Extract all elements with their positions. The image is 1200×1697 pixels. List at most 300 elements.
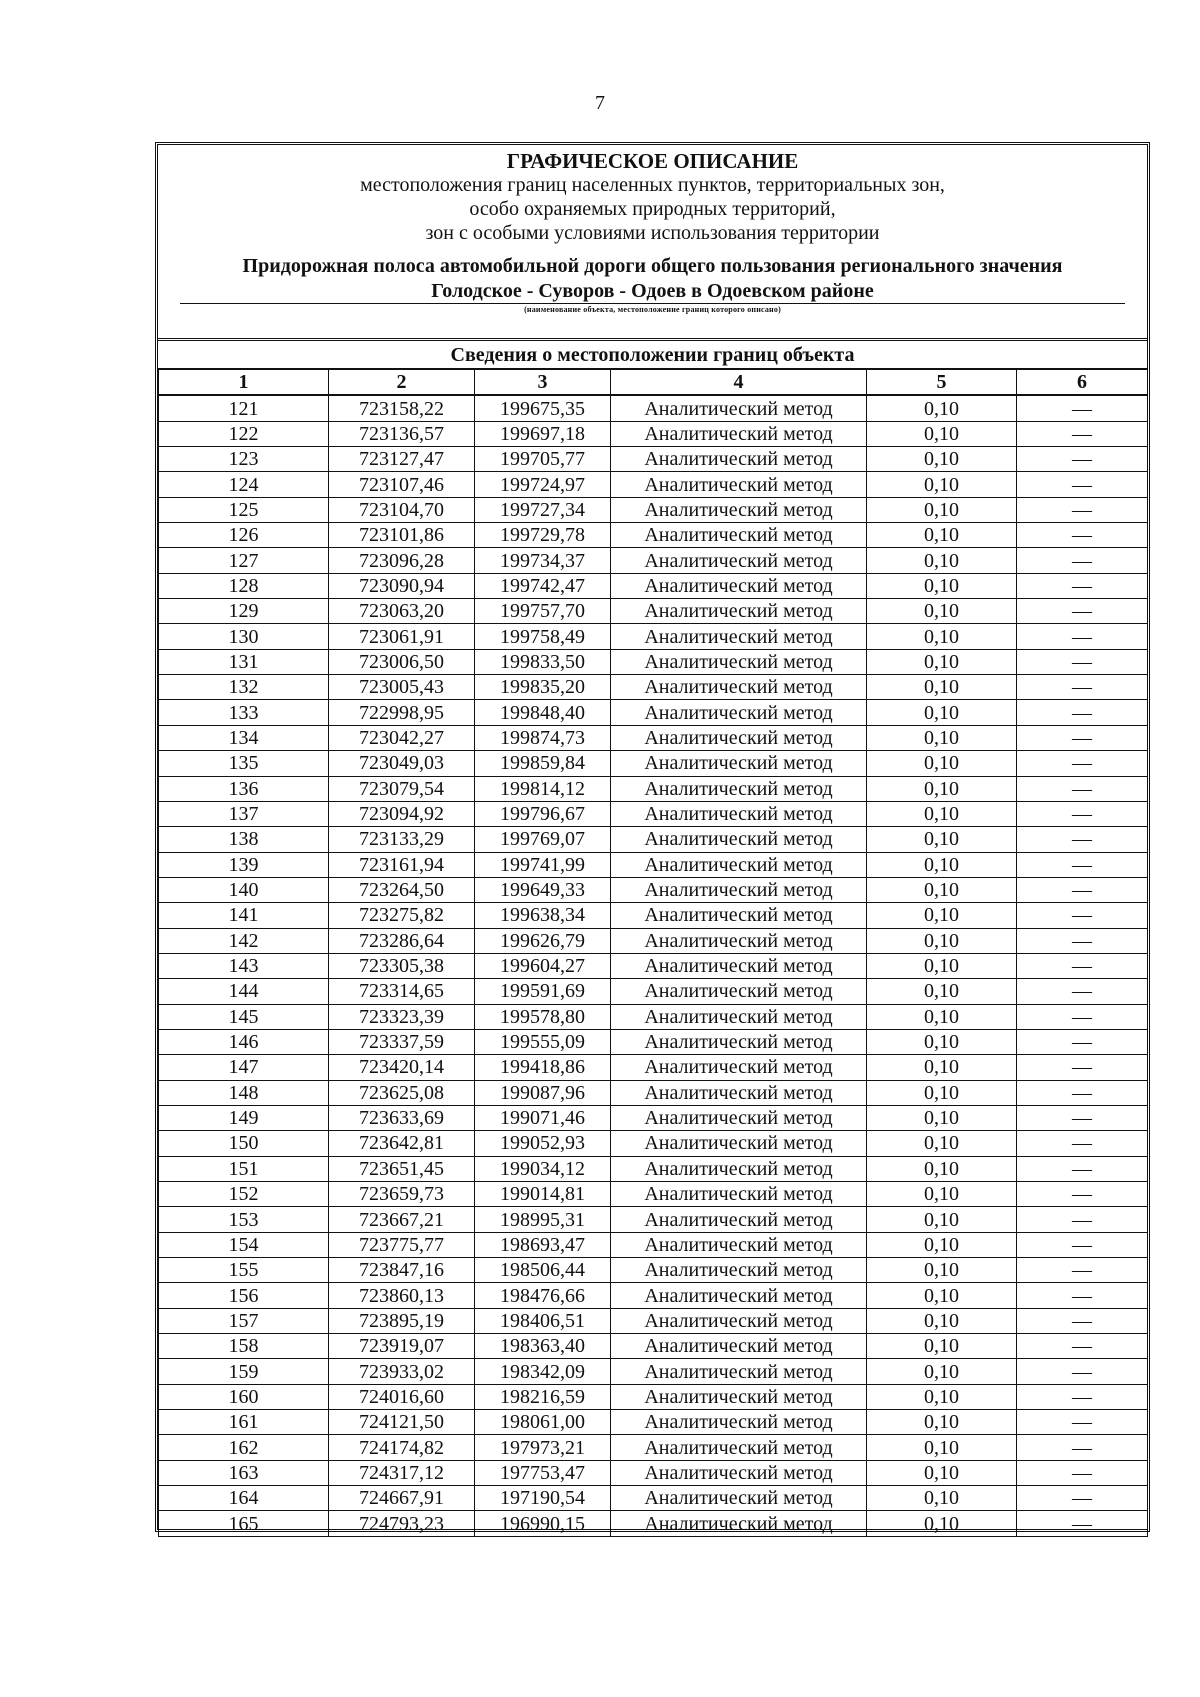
table-cell: 199675,35 (475, 395, 611, 421)
table-cell: 724016,60 (329, 1384, 475, 1409)
table-cell: Аналитический метод (611, 1308, 867, 1333)
table-cell: 723667,21 (329, 1207, 475, 1232)
table-row (159, 573, 1148, 598)
table-cell: — (1017, 776, 1148, 801)
table-row (159, 1156, 1148, 1181)
table-cell: 0,10 (867, 725, 1017, 750)
table-cell: 144 (159, 979, 329, 1004)
table-cell: 724317,12 (329, 1460, 475, 1485)
table-cell: 122 (159, 421, 329, 446)
table-cell: 199034,12 (475, 1156, 611, 1181)
table-row (159, 599, 1148, 624)
table-cell: 198476,66 (475, 1283, 611, 1308)
header-block (158, 145, 1147, 341)
column-header: 5 (867, 369, 1017, 395)
table-cell: — (1017, 1232, 1148, 1257)
table-row (159, 979, 1148, 1004)
table-cell: 140 (159, 877, 329, 902)
table-cell: — (1017, 1004, 1148, 1029)
table-cell: Аналитический метод (611, 903, 867, 928)
table-cell: 199555,09 (475, 1029, 611, 1054)
table-cell: Аналитический метод (611, 649, 867, 674)
table-cell: — (1017, 1258, 1148, 1283)
table-cell: — (1017, 928, 1148, 953)
table-cell: Аналитический метод (611, 1029, 867, 1054)
table-cell: 130 (159, 624, 329, 649)
table-cell: — (1017, 1308, 1148, 1333)
table-row (159, 1004, 1148, 1029)
table-cell: 723133,29 (329, 827, 475, 852)
table-cell: Аналитический метод (611, 725, 867, 750)
table-cell: 197753,47 (475, 1460, 611, 1485)
table-cell: Аналитический метод (611, 979, 867, 1004)
table-cell: Аналитический метод (611, 1359, 867, 1384)
table-cell: Аналитический метод (611, 548, 867, 573)
table-cell: 199848,40 (475, 700, 611, 725)
table-cell: Аналитический метод (611, 1283, 867, 1308)
table-row (159, 624, 1148, 649)
table-cell: 723337,59 (329, 1029, 475, 1054)
table-cell: 0,10 (867, 1334, 1017, 1359)
table-cell: 0,10 (867, 1105, 1017, 1130)
table-cell: Аналитический метод (611, 827, 867, 852)
table-cell: 199697,18 (475, 421, 611, 446)
table-cell: 199649,33 (475, 877, 611, 902)
table-cell: — (1017, 877, 1148, 902)
table-cell: 723096,28 (329, 548, 475, 573)
table-cell: 0,10 (867, 1435, 1017, 1460)
table-row (159, 497, 1148, 522)
table-cell: Аналитический метод (611, 700, 867, 725)
table-cell: — (1017, 447, 1148, 472)
document-title: ГРАФИЧЕСКОЕ ОПИСАНИЕ (506, 149, 799, 173)
table-cell: 126 (159, 523, 329, 548)
table-row (159, 827, 1148, 852)
table-cell: 0,10 (867, 700, 1017, 725)
table-row (159, 649, 1148, 674)
table-cell: 0,10 (867, 395, 1017, 421)
table-row (159, 1511, 1148, 1536)
table-cell: 198216,59 (475, 1384, 611, 1409)
table-cell: 134 (159, 725, 329, 750)
table-cell: 0,10 (867, 1486, 1017, 1511)
column-header: 6 (1017, 369, 1148, 395)
table-cell: — (1017, 1460, 1148, 1485)
table-cell: 0,10 (867, 548, 1017, 573)
table-cell: 0,10 (867, 599, 1017, 624)
table-cell: 723847,16 (329, 1258, 475, 1283)
table-cell: 723127,47 (329, 447, 475, 472)
table-cell: 0,10 (867, 1258, 1017, 1283)
table-cell: Аналитический метод (611, 395, 867, 421)
table-row (159, 447, 1148, 472)
table-cell: 723286,64 (329, 928, 475, 953)
table-row (159, 1435, 1148, 1460)
table-cell: 0,10 (867, 1359, 1017, 1384)
table-cell: 723659,73 (329, 1182, 475, 1207)
table-cell: Аналитический метод (611, 877, 867, 902)
table-cell: — (1017, 903, 1148, 928)
table-cell: 121 (159, 395, 329, 421)
table-cell: 199724,97 (475, 472, 611, 497)
table-cell: 0,10 (867, 573, 1017, 598)
table-cell: 199727,34 (475, 497, 611, 522)
table-cell: 0,10 (867, 649, 1017, 674)
table-cell: 0,10 (867, 523, 1017, 548)
table-cell: 147 (159, 1055, 329, 1080)
table-cell: 199769,07 (475, 827, 611, 852)
object-name-line1: Придорожная полоса автомобильной дороги общего пользования регионального значения (242, 255, 1063, 277)
table-cell: Аналитический метод (611, 1384, 867, 1409)
table-cell: — (1017, 953, 1148, 978)
table-cell: Аналитический метод (611, 852, 867, 877)
table-cell: Аналитический метод (611, 1486, 867, 1511)
table-cell: 199705,77 (475, 447, 611, 472)
table-cell: — (1017, 1283, 1148, 1308)
table-cell: 196990,15 (475, 1511, 611, 1536)
table-cell: — (1017, 1486, 1148, 1511)
table-row (159, 1232, 1148, 1257)
table-cell: 148 (159, 1080, 329, 1105)
table-cell: 0,10 (867, 1207, 1017, 1232)
table-row (159, 1105, 1148, 1130)
table-cell: 160 (159, 1384, 329, 1409)
table-cell: Аналитический метод (611, 776, 867, 801)
table-cell: 199052,93 (475, 1131, 611, 1156)
table-cell: 143 (159, 953, 329, 978)
table-cell: — (1017, 472, 1148, 497)
table-cell: 199729,78 (475, 523, 611, 548)
table-cell: — (1017, 1105, 1148, 1130)
table-row (159, 903, 1148, 928)
table-row (159, 1055, 1148, 1080)
table-cell: 199734,37 (475, 548, 611, 573)
table-cell: 0,10 (867, 1460, 1017, 1485)
table-cell: — (1017, 1511, 1148, 1536)
table-row (159, 1182, 1148, 1207)
table-cell: 153 (159, 1207, 329, 1232)
table-cell: 152 (159, 1182, 329, 1207)
table-cell: 198995,31 (475, 1207, 611, 1232)
table-cell: — (1017, 700, 1148, 725)
table-cell: — (1017, 1334, 1148, 1359)
table-cell: 0,10 (867, 877, 1017, 902)
table-cell: Аналитический метод (611, 1080, 867, 1105)
table-cell: Аналитический метод (611, 1156, 867, 1181)
table-cell: 0,10 (867, 1308, 1017, 1333)
table-cell: 0,10 (867, 979, 1017, 1004)
table-cell: — (1017, 548, 1148, 573)
column-header: 3 (475, 369, 611, 395)
table-cell: 155 (159, 1258, 329, 1283)
table-cell: 199604,27 (475, 953, 611, 978)
table-cell: 142 (159, 928, 329, 953)
table-cell: — (1017, 827, 1148, 852)
table-cell: 159 (159, 1359, 329, 1384)
table-cell: 198061,00 (475, 1410, 611, 1435)
table-cell: 0,10 (867, 497, 1017, 522)
table-cell: — (1017, 1055, 1148, 1080)
table-cell: 723314,65 (329, 979, 475, 1004)
table-cell: 0,10 (867, 1156, 1017, 1181)
table-cell: 157 (159, 1308, 329, 1333)
table-cell: 0,10 (867, 1283, 1017, 1308)
table-cell: 0,10 (867, 903, 1017, 928)
table-cell: Аналитический метод (611, 1460, 867, 1485)
table-cell: 0,10 (867, 751, 1017, 776)
table-cell: 723420,14 (329, 1055, 475, 1080)
table-cell: 724793,23 (329, 1511, 475, 1536)
table-cell: Аналитический метод (611, 624, 867, 649)
table-cell: 136 (159, 776, 329, 801)
table-cell: — (1017, 979, 1148, 1004)
table-cell: 199757,70 (475, 599, 611, 624)
table-cell: 723158,22 (329, 395, 475, 421)
table-cell: 158 (159, 1334, 329, 1359)
table-cell: 0,10 (867, 1055, 1017, 1080)
page-number: 7 (595, 92, 605, 114)
table-cell: Аналитический метод (611, 1232, 867, 1257)
table-cell: 723005,43 (329, 675, 475, 700)
table-cell: 723101,86 (329, 523, 475, 548)
table-row (159, 472, 1148, 497)
table-cell: Аналитический метод (611, 675, 867, 700)
table-cell: 163 (159, 1460, 329, 1485)
table-cell: — (1017, 1182, 1148, 1207)
table-row (159, 953, 1148, 978)
table-cell: 0,10 (867, 776, 1017, 801)
table-cell: Аналитический метод (611, 421, 867, 446)
table-cell: Аналитический метод (611, 1182, 867, 1207)
table-cell: 723305,38 (329, 953, 475, 978)
table-cell: Аналитический метод (611, 472, 867, 497)
object-caption: (наименование объекта, местоположение границ которого описано) (524, 305, 781, 314)
table-cell: Аналитический метод (611, 801, 867, 826)
table-row (159, 1334, 1148, 1359)
table-cell: 199874,73 (475, 725, 611, 750)
table-cell: Аналитический метод (611, 1105, 867, 1130)
table-row (159, 1410, 1148, 1435)
table-row (159, 776, 1148, 801)
table-row (159, 852, 1148, 877)
table-cell: 0,10 (867, 1029, 1017, 1054)
table-row (159, 877, 1148, 902)
table-cell: 723063,20 (329, 599, 475, 624)
table-cell: 723919,07 (329, 1334, 475, 1359)
table-cell: 0,10 (867, 1131, 1017, 1156)
table-cell: 162 (159, 1435, 329, 1460)
table-cell: 723275,82 (329, 903, 475, 928)
table-cell: 723642,81 (329, 1131, 475, 1156)
table-cell: 0,10 (867, 1182, 1017, 1207)
table-cell: 723860,13 (329, 1283, 475, 1308)
table-cell: 0,10 (867, 827, 1017, 852)
table-cell: 161 (159, 1410, 329, 1435)
table-cell: 0,10 (867, 421, 1017, 446)
table-cell: 124 (159, 472, 329, 497)
table-cell: 151 (159, 1156, 329, 1181)
table-cell: 197973,21 (475, 1435, 611, 1460)
table-cell: 145 (159, 1004, 329, 1029)
table-cell: 723107,46 (329, 472, 475, 497)
table-cell: 197190,54 (475, 1486, 611, 1511)
table-cell: 723651,45 (329, 1156, 475, 1181)
table-cell: — (1017, 1029, 1148, 1054)
table-cell: 0,10 (867, 1410, 1017, 1435)
table-row (159, 1029, 1148, 1054)
table-row (159, 1308, 1148, 1333)
table-cell: 723625,08 (329, 1080, 475, 1105)
table-cell: 199833,50 (475, 649, 611, 674)
table-cell: Аналитический метод (611, 497, 867, 522)
table-cell: — (1017, 751, 1148, 776)
table-cell: 199591,69 (475, 979, 611, 1004)
table-cell: 0,10 (867, 1004, 1017, 1029)
table-cell: 0,10 (867, 801, 1017, 826)
table-cell: 199626,79 (475, 928, 611, 953)
table-cell: 199758,49 (475, 624, 611, 649)
table-cell: — (1017, 1080, 1148, 1105)
table-cell: 123 (159, 447, 329, 472)
table-header-row (159, 369, 1148, 395)
table-cell: 724174,82 (329, 1435, 475, 1460)
table-cell: — (1017, 852, 1148, 877)
table-row (159, 1131, 1148, 1156)
table-cell: 198406,51 (475, 1308, 611, 1333)
table-row (159, 700, 1148, 725)
table-cell: 164 (159, 1486, 329, 1511)
table-cell: — (1017, 497, 1148, 522)
coordinates-table (158, 368, 1148, 1537)
table-cell: 723094,92 (329, 801, 475, 826)
table-cell: Аналитический метод (611, 1004, 867, 1029)
table-cell: — (1017, 395, 1148, 421)
subtitle-line: особо охраняемых природных территорий, (469, 198, 836, 220)
table-row (159, 1207, 1148, 1232)
table-row (159, 1258, 1148, 1283)
table-cell: 139 (159, 852, 329, 877)
table-row (159, 928, 1148, 953)
table-cell: 199578,80 (475, 1004, 611, 1029)
table-cell: 199796,67 (475, 801, 611, 826)
table-cell: — (1017, 1435, 1148, 1460)
table-cell: 723264,50 (329, 877, 475, 902)
table-row (159, 675, 1148, 700)
table-cell: 198363,40 (475, 1334, 611, 1359)
table-cell: 125 (159, 497, 329, 522)
table-row (159, 548, 1148, 573)
table-cell: 723161,94 (329, 852, 475, 877)
table-cell: 199859,84 (475, 751, 611, 776)
document-frame (155, 142, 1150, 1535)
table-cell: 723061,91 (329, 624, 475, 649)
table-cell: 0,10 (867, 447, 1017, 472)
table-body (159, 395, 1148, 1536)
table-cell: 723136,57 (329, 421, 475, 446)
table-cell: — (1017, 1207, 1148, 1232)
table-cell: — (1017, 523, 1148, 548)
table-cell: Аналитический метод (611, 751, 867, 776)
table-cell: 165 (159, 1511, 329, 1536)
table-row (159, 801, 1148, 826)
table-cell: Аналитический метод (611, 1334, 867, 1359)
table-cell: 127 (159, 548, 329, 573)
table-cell: Аналитический метод (611, 1055, 867, 1080)
table-cell: Аналитический метод (611, 1131, 867, 1156)
table-cell: 198693,47 (475, 1232, 611, 1257)
table-cell: 724121,50 (329, 1410, 475, 1435)
table-cell: 199087,96 (475, 1080, 611, 1105)
table-cell: 141 (159, 903, 329, 928)
subtitle-line: местоположения границ населенных пунктов, территориальных зон, (360, 174, 945, 196)
table-cell: 198342,09 (475, 1359, 611, 1384)
table-cell: 723079,54 (329, 776, 475, 801)
table-cell: 723775,77 (329, 1232, 475, 1257)
table-cell: Аналитический метод (611, 928, 867, 953)
table-cell: 199741,99 (475, 852, 611, 877)
table-cell: 723104,70 (329, 497, 475, 522)
table-cell: 0,10 (867, 953, 1017, 978)
table-cell: Аналитический метод (611, 599, 867, 624)
table-cell: Аналитический метод (611, 523, 867, 548)
table-cell: — (1017, 1131, 1148, 1156)
table-cell: 724667,91 (329, 1486, 475, 1511)
section-title: Сведения о местоположении границ объекта (450, 344, 855, 366)
table-cell: 146 (159, 1029, 329, 1054)
table-cell: 0,10 (867, 852, 1017, 877)
table-cell: 199638,34 (475, 903, 611, 928)
table-cell: 723323,39 (329, 1004, 475, 1029)
table-cell: 0,10 (867, 1384, 1017, 1409)
table-cell: Аналитический метод (611, 1435, 867, 1460)
table-cell: — (1017, 573, 1148, 598)
table-cell: — (1017, 599, 1148, 624)
table-cell: 149 (159, 1105, 329, 1130)
table-row (159, 1486, 1148, 1511)
table-cell: Аналитический метод (611, 1207, 867, 1232)
table-cell: 0,10 (867, 1511, 1017, 1536)
table-cell: 723895,19 (329, 1308, 475, 1333)
table-cell: 723049,03 (329, 751, 475, 776)
table-cell: 0,10 (867, 675, 1017, 700)
table-cell: 723042,27 (329, 725, 475, 750)
table-cell: 199814,12 (475, 776, 611, 801)
table-cell: 137 (159, 801, 329, 826)
table-cell: 723006,50 (329, 649, 475, 674)
table-cell: Аналитический метод (611, 1258, 867, 1283)
table-cell: 154 (159, 1232, 329, 1257)
table-row (159, 395, 1148, 421)
table-cell: — (1017, 649, 1148, 674)
table-cell: 0,10 (867, 1232, 1017, 1257)
table-row (159, 725, 1148, 750)
column-header: 2 (329, 369, 475, 395)
table-row (159, 1283, 1148, 1308)
table-cell: 723933,02 (329, 1359, 475, 1384)
table-cell: Аналитический метод (611, 953, 867, 978)
column-header: 1 (159, 369, 329, 395)
table-cell: 722998,95 (329, 700, 475, 725)
table-row (159, 1460, 1148, 1485)
table-cell: 723090,94 (329, 573, 475, 598)
table-cell: 199418,86 (475, 1055, 611, 1080)
table-cell: 0,10 (867, 1080, 1017, 1105)
table-cell: — (1017, 675, 1148, 700)
table-cell: 0,10 (867, 624, 1017, 649)
table-cell: 156 (159, 1283, 329, 1308)
table-cell: 131 (159, 649, 329, 674)
table-cell: — (1017, 624, 1148, 649)
